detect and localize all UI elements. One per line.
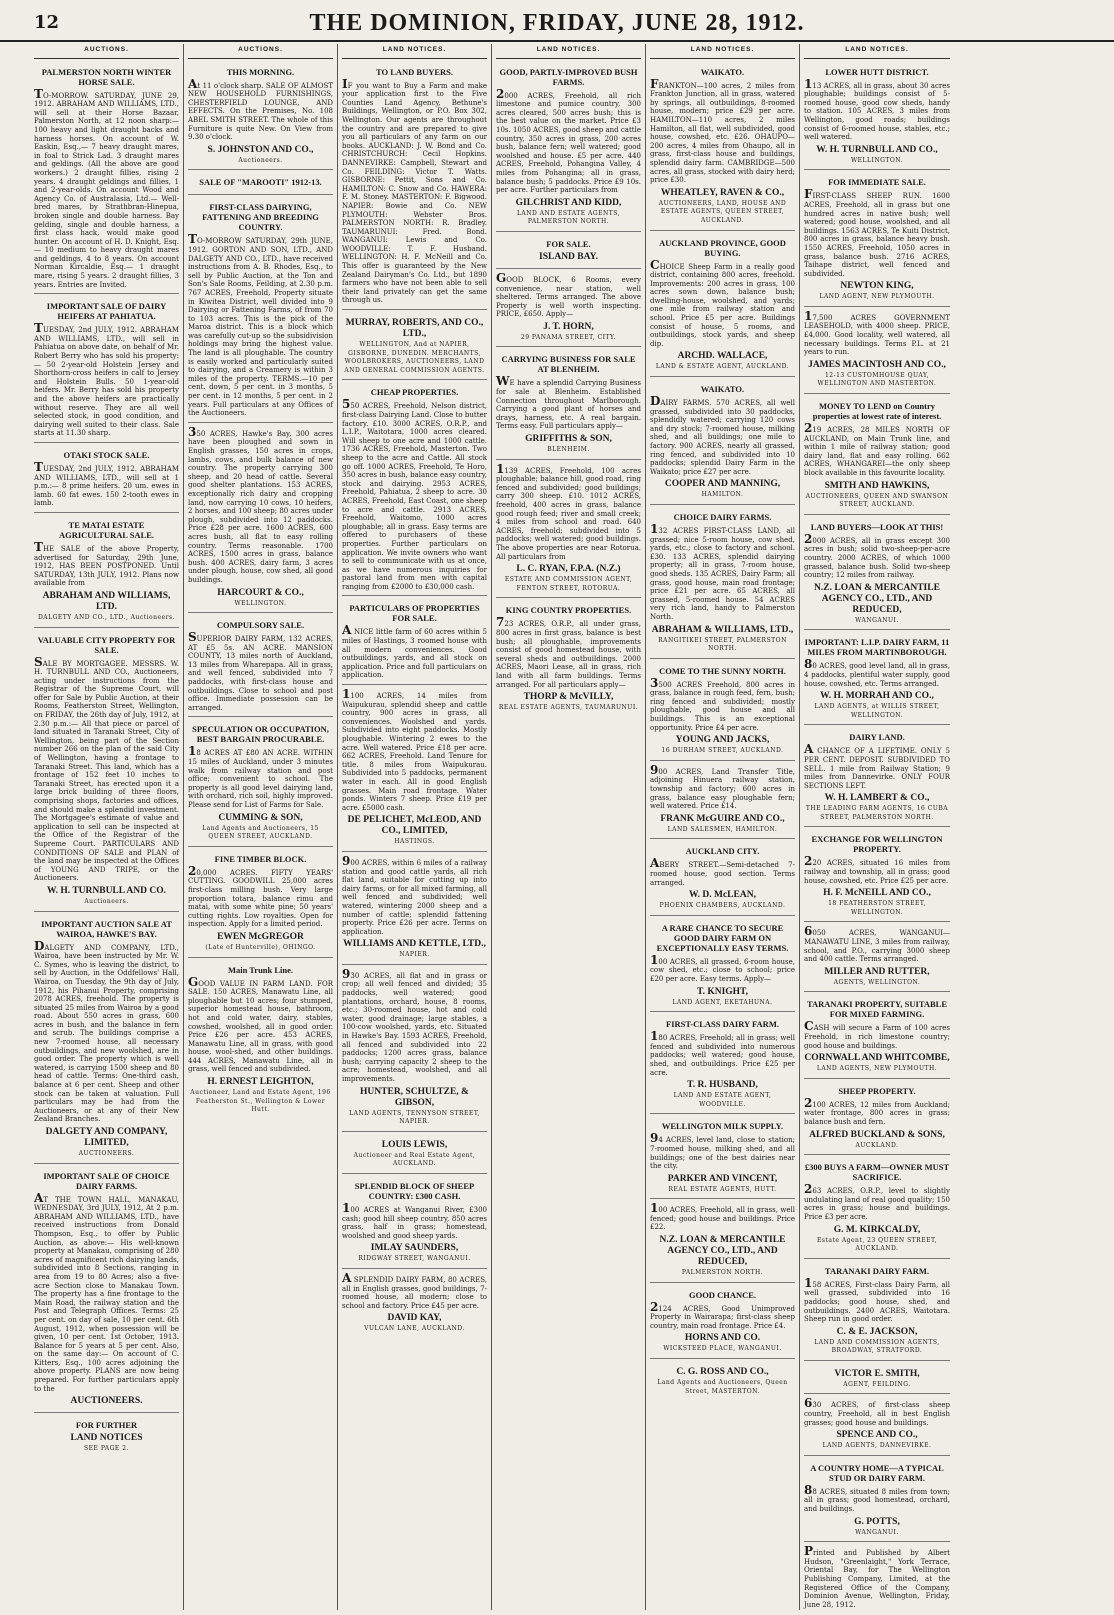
advertisement — [804, 1261, 950, 1361]
advertiser-address: LAND AGENTS, at WILLIS STREET, WELLINGTON. — [814, 703, 940, 719]
advertiser-name: PARKER AND VINCENT, — [667, 1173, 778, 1184]
ad-body: 263 ACRES, O.R.P., level to slightly undulating land of real good quality; 150 acres in grass; house and buildings. Price £3 per acre. — [804, 1182, 950, 1221]
advertiser-address: (Late of Hunterville), OHINGO. — [205, 943, 316, 951]
advertisement — [650, 1116, 795, 1199]
advertisement — [650, 379, 795, 505]
advertisement — [342, 967, 487, 1132]
ad-body: 88 ACRES, situated 8 miles from town; all in grass; good homestead, orchard, and buildings. — [804, 1482, 950, 1514]
ad-title: WELLINGTON MILK SUPPLY. — [661, 1121, 784, 1132]
advertiser-address: LAND SALESMEN, HAMILTON. — [667, 825, 778, 833]
advertiser-address: Land Agents and Auctioneers, 15 QUEEN STREET, AUCKLAND. — [202, 824, 319, 841]
column-heading: LAND NOTICES. — [342, 44, 487, 59]
column-heading: AUCTIONS. — [188, 44, 333, 59]
advertiser-name: NEWTON KING, — [840, 281, 914, 292]
ad-title: SALE OF "MAROOTI" 1912-13. — [199, 177, 322, 188]
advertiser-address: WANGANUI. — [855, 1528, 899, 1536]
ad-title: IMPORTANT AUCTION SALE AT WAIROA, HAWKE'S BAY. — [41, 918, 172, 939]
advertiser-address: LAND AGENT, NEW PLYMOUTH. — [819, 293, 935, 301]
advertiser-name: N.Z. LOAN & MERCANTILE AGENCY CO., LTD., AND REDUCED, — [814, 582, 940, 615]
advertiser-address: BLENHEIM. — [547, 446, 590, 454]
advertiser-address: 18 FEATHERSTON STREET, WELLINGTON. — [828, 900, 926, 916]
page-number: 12 — [34, 12, 60, 33]
advertiser-name: YOUNG AND JACKS, — [675, 735, 770, 746]
advertiser-address: LAND AND ESTATE AGENT, WOODVILLE. — [673, 1092, 772, 1108]
ad-body: 2100 ACRES, 12 miles from Auckland; water frontage, 800 acres in grass; balance bush and fern. — [804, 1095, 950, 1126]
advertisement — [804, 1396, 950, 1455]
ad-body: A NICE little farm of 60 acres within 5 miles of Hastings, 3 roomed house with all modern conveniences. Good outbuildings, yards, and all stock on application. Price and full particulars on application. — [342, 623, 487, 680]
advertisement — [188, 719, 333, 846]
ad-body: 100 ACRES, all grassed, 6-room house, cow shed, etc.; close to school; price £20 per acre. Easy terms. Apply— — [650, 952, 795, 983]
advertiser-address: LAND AND COMMISSION AGENTS, BROADWAY, STRATFORD. — [814, 1338, 940, 1355]
advertisement — [188, 849, 333, 958]
advertiser-address: Auctioneers. — [238, 156, 283, 164]
ad-title: GOOD CHANCE. — [688, 1289, 757, 1300]
ad-title: GOOD, PARTLY-IMPROVED BUSH FARMS. — [499, 66, 638, 87]
ad-body: 18 ACRES AT £80 AN ACRE. WITHIN 15 miles of Auckland, under 3 minutes walk from railway station and post office; convenient to school. The property is all good level dairying land, with orchard, rich soil, highly improved. Please send for List of Farms for Sale. — [188, 744, 333, 809]
advertisement — [804, 727, 950, 827]
advertisement — [650, 507, 795, 659]
advertiser-name: DALGETY AND COMPANY, LIMITED, — [45, 1127, 168, 1148]
advertiser-name: FRANK McGUIRE AND CO., — [660, 813, 785, 824]
advertiser-name: THORP & McVILLY, — [523, 692, 614, 703]
advertiser-name: W. H. LAMBERT & CO., — [824, 793, 930, 804]
advertisement — [650, 233, 795, 378]
column-heading: LAND NOTICES. — [804, 44, 950, 59]
advertiser-name: GILCHRIST AND KIDD, — [515, 197, 622, 208]
ad-body: 100 ACRES at Wanganui River, £300 cash; good hill sheep country, 850 acres grass, half in grass; homestead, woolshed and good sheep yards. — [342, 1200, 487, 1240]
advertiser-name: ARCHD. WALLACE, — [677, 351, 768, 362]
ad-body: FRANKTON—100 acres, 2 miles from Frankton Junction, all in grass, watered by springs, all outbuildings, 8-roomed house, modern; price £29 per acre. HAMILTON—110 acres, 2 miles Hamilton, all flat, well subdivided, good house, cowshed, etc. £26. OHAUPO—200 acres, 4 miles from Ohaupo, all in grass, first-class house and buildings, splendid dairy farm. CAMBRIDGE—500 acres, all grass, stocked with dairy herd; price £30. — [650, 76, 795, 185]
advertiser-name: GRIFFITHS & SON, — [525, 434, 612, 445]
columns — [30, 44, 1108, 1610]
ad-title: VALUABLE CITY PROPERTY FOR SALE. — [37, 634, 176, 655]
advertiser-address: AUCTIONEERS. — [78, 1150, 135, 1157]
advertiser-address: Land Agents and Auctioneers, Queen Street, MASTERTON. — [657, 1379, 788, 1395]
advertiser-name: MURRAY, ROBERTS, AND CO., LTD., — [345, 318, 484, 340]
ad-body: WE have a splendid Carrying Business for sale at Blenheim. Established Connection throughout Marlborough. Carrying a good plant of horses and drays, harness, etc. A real bargain. Terms easy. Full particulars apply— — [496, 374, 641, 431]
ad-title: COME TO THE SUNNY NORTH. — [659, 665, 786, 676]
ad-title: FOR FURTHER — [75, 1420, 138, 1431]
ad-body: TO-MORROW SATURDAY, 29th JUNE, 1912. GORTON AND SON, LTD., AND DALGETY AND CO., LTD., have received instructions from A. B. Rhodes, Esq., to sell by Public Auction, at the Ton and Son's Sale Rooms, Feilding, at 2.30 p.m. 767 ACRES, Freehold, Property situate in Kiwitea District, well divided into 9 Dairying or Fattening Farms, of from 70 to 103 acres. This is the pick of the Maroa district. This is a block which was carefully cut-up so the subsidivision holdings may bring the highest value. The land is all ploughable. The country is easily worked and particularly suited to dairying, and a Creamery is within 3 miles of the property. TERMS.—10 per cent. down, 5 per cent. in 3 months, 5 per cent. in 12 months, 5 per cent. in 2 years. Full particulars at any Offices of the Auctioneers. — [188, 232, 333, 418]
advertiser-name: T. R. HUSBAND, — [687, 1080, 758, 1091]
advertisement — [34, 445, 179, 513]
advertiser-address: Estate Agent, 23 QUEEN STREET, AUCKLAND. — [817, 1236, 937, 1253]
advertiser-name: SMITH AND HAWKINS, — [824, 480, 930, 491]
advertisement — [650, 1361, 795, 1400]
advertisement — [188, 172, 333, 195]
ad-title: CARRYING BUSINESS FOR SALE AT BLENHEIM. — [501, 354, 636, 375]
ad-body: TUESDAY, 2nd JULY, 1912. ABRAHAM AND WILLIAMS, LTD., will sell at 1 p.m.:— 8 prime heifers. 20 um. ewes in lamb. 60 fat ewes. 150 2-tooth ewes in lamb. — [34, 459, 179, 508]
advertiser-address: REAL ESTATE AGENTS, TAUMARUNUI. — [498, 704, 639, 712]
advertisement — [342, 687, 487, 852]
advertisement — [188, 197, 333, 422]
advertiser-name: SPENCE AND CO., — [836, 1430, 918, 1441]
advertiser-name: CORNWALL AND WHITCOMBE, — [804, 1053, 950, 1064]
advertiser-address: AGENT, FEILDING. — [843, 1380, 911, 1388]
advertiser-address: REAL ESTATE AGENTS, HUTT. — [668, 1185, 777, 1193]
advertisement — [650, 661, 795, 761]
advertisement — [804, 517, 950, 631]
ad-body: CASH will secure a Farm of 100 acres Freehold, in rich limestone country; good house and buildings. — [804, 1019, 950, 1050]
advertiser-name: DAVID KAY, — [387, 1313, 442, 1324]
advertisement — [34, 296, 179, 443]
ad-body: GOOD VALUE IN FARM LAND. FOR SALE. 150 ACRES, Manawatu Line, all ploughable but 10 acres; four stumped, superior homestead house, bathroom, hot and cold water, dairy, stables, cowshed, woolshed, all in good order. Price £26 per acre. 453 ACRES, Manawatu Line, all in grass, with good house, wool-shed, and other buildings. 444 ACRES, Manawatu Line, all in grass, well fenced and subdivided. — [188, 974, 333, 1074]
advertiser-name: LAND NOTICES — [70, 1433, 143, 1444]
column-heading: LAND NOTICES. — [496, 44, 641, 59]
advertiser-address: HASTINGS. — [394, 838, 435, 846]
advertisement — [188, 615, 333, 717]
advertiser-address: AUCTIONEERS, LAND, HOUSE AND ESTATE AGENTS, QUEEN STREET, AUCKLAND. — [658, 199, 787, 224]
ad-body: 2000 ACRES, all in grass except 300 acres in bush; solid two-sheep-per-acre country. 2000 ACRES, of which 1000 grassed, balance bush. Solid two-sheep country; 12 miles from railway. — [804, 531, 950, 580]
ad-body: SALE BY MORTGAGEE. MESSRS. W. H. TURNBULL AND CO., Auctioneers, acting under instructions from the Registrar of the Supreme Court, will offer for Sale by Public Auction, at their Rooms, Featherston Street, Wellington, on FRIDAY, the 26th day of July, 1912, at 2.30 p.m.:— All that piece or parcel of land situated in Taranaki Street, City of Wellington, being part of the Section number 266 on the plan of the said City of Wellington, having a frontage to Taranaki Street. This land, which has a frontage of 152 feet 10 inches to Taranaki Street, has erected upon it a large brick building of three floors, comprising shops, factories and offices, and should make a splendid investment. The Mortgagee's estimate of value and application to sell can be inspected at the Office of the Registrar of the Supreme Court. PARTICULARS AND CONDITIONS OF SALE and PLAN of the land may be inspected at the Offices of YOUNG AND TRIPE, or the Auctioneers. — [34, 654, 179, 883]
advertisement — [804, 829, 950, 922]
ad-body: TO-MORROW. SATURDAY, JUNE 29, 1912. ABRAHAM AND WILLIAMS, LTD., will sell at their Horse Bazaar, Palmerston North, at 12 noon sharp:— 100 heavy and light draught backs and harness horses. On account of W. Easkin, Esq.,— 7 heavy draught mares, in foal to Strick Lad. 3 draught mares and geldings. (All the above are good workers.) 2 draught fillies, rising 2 years. 4 draught geldings and fillies, 1 and 2-year-olds. On account Wood and Agency Co. of Australasia, Ltd.— Well-bred mares, by Strathbran-Hinepua, broken single and double harness. Bay gelding, single and double harness, a first class hack, would make good hunter. On account of H. D. Knight, Esq.— 10 medium to heavy draught mares and geldings, 4 to 8 years. On account Norman Kircaldie, Esq.— 1 draught mare, rising 5 years. 2 draught fillies, 3 years. Entries are Invited. — [34, 86, 179, 289]
ad-body: 6050 ACRES, WANGANUI—MANAWATU LINE, 3 miles from railway, school, and P.O., carrying 3000 sheep and 400 cattle. Terms arranged. — [804, 924, 950, 964]
ad-body: THE SALE of the above Property, advertised for Saturday, 29th June, 1912, HAS BEEN POSTPONED. Until SATURDAY, 13th JULY, 1912. Plans now available from — [34, 539, 179, 588]
ad-body: DAIRY FARMS. 570 ACRES, all well grassed, subdivided into 30 paddocks, splendidly watered; carrying 120 cows and dry stock; 7-roomed house, milking shed, and all buildings; one mile to factory. 900 ACRES, nearly all grassed, ring fenced, and subdivided into 10 paddocks; splendid Dairy Farm in the Waikato; price £27 per acre. — [650, 394, 795, 476]
advertisement — [496, 62, 641, 232]
advertiser-address: Auctioneers. — [84, 897, 129, 905]
ad-title: SPLENDID BLOCK OF SHEEP COUNTRY: £300 CASH. — [354, 1180, 475, 1201]
advertisement — [34, 62, 179, 295]
advertiser-address: LAND AGENTS, DANNEVIRKE. — [822, 1442, 932, 1450]
ad-title: AUCKLAND CITY. — [685, 846, 760, 857]
advertiser-name: ALFRED BUCKLAND & SONS, — [809, 1129, 945, 1140]
advertiser-address: DALGETY AND CO., LTD., Auctioneers. — [38, 613, 175, 621]
ad-title: OTAKI STOCK SALE. — [63, 449, 150, 460]
ad-body: A CHANCE OF A LIFETIME. ONLY 5 PER CENT. DEPOSIT. SUBDIVIDED TO SELL. 1 mile from Railway Station; 9 miles from Dannevirke. ONLY FOUR SECTIONS LEFT. — [804, 742, 950, 790]
ad-body: 80 ACRES, good level land, all in grass, 4 paddocks, plentiful water supply, good house, cowshed, etc. Terms arranged. — [804, 657, 950, 688]
advertiser-address: AUCTIONEERS, QUEEN AND SWANSON STREET, AUCKLAND. — [805, 492, 949, 509]
ad-title: FINE TIMBER BLOCK. — [214, 853, 307, 864]
advertisement — [650, 763, 795, 840]
advertisement — [804, 1157, 950, 1259]
advertiser-name: HUNTER, SCHULTZE, & GIBSON, — [360, 1086, 469, 1108]
advertisement — [34, 515, 179, 628]
ad-body: Printed and Published by Albert Hudson, "Greenlaight," York Terrace, Oriental Bay, for The Wellington Publishing Company, Limited, at the Registered Office of the Company, Dominion Avenue, Wellington, Friday, June 28, 1912. — [804, 1544, 950, 1609]
newspaper-title: THE DOMINION, FRIDAY, JUNE 28, 1912. — [309, 10, 805, 36]
ad-title: TARANAKI PROPERTY, SUITABLE FOR MIXED FARMING. — [806, 999, 948, 1020]
ad-body: TUESDAY, 2nd JULY, 1912. ABRAHAM AND WILLIAMS, LTD., will sell in Pahiatua on above date, on behalf of Mr. Robert Berry who has sold his property:— 50 2-year-old Holstein Jersey and Shorthorn-cross heifers in calf to Jersey and Holstein Bulls. 50 1-year-old heifers. Mr. Berry has sold his property and the above heifers are practically without reserve. They are all well selected stock, in good condition, and dairying well suited to their class. Sale starts at 11.30 sharp. — [34, 321, 179, 438]
advertisement — [650, 1201, 795, 1282]
advertiser-address: ESTATE AND COMMISSION AGENT, FENTON STREET, ROTORUA. — [504, 576, 633, 592]
ad-title: TO LAND BUYERS. — [375, 66, 454, 77]
ad-body: 219 ACRES, 28 MILES NORTH OF AUCKLAND, on Main Trunk line, and within 1 mile of railway station; good dairy land, flat and easy rolling. 662 ACRES, WHANGAREI—the only sheep block available in this favourite locality. — [804, 421, 950, 477]
advertiser-name: LOUIS LEWIS, — [381, 1139, 448, 1150]
advertiser-address: LAND AND ESTATE AGENTS, PALMERSTON NORTH. — [516, 209, 621, 226]
ad-title: A RARE CHANCE TO SECURE GOOD DAIRY FARM ON EXCEPTIONALLY EASY TERMS. — [656, 922, 789, 953]
ad-body: AT THE TOWN HALL, MANAKAU, WEDNESDAY, 3rd JULY, 1912, At 2 p.m. ABRAHAM AND WILLIAMS, LTD., have received instructions from Donald Thompson, Esq., to offer by Public Auction, as above:— His well-known property at Manakau, comprising of 280 acres of magnificent rich dairying lands, subdivided into 8 Sections, ranging in area from 19 to 80 Acres; also a five-acre Section close to Manakau Town. The property has a fine frontage to the Main Road, the railway station and the Post and Telegraph Offices. Terms: 25 per cent. on day of sale, 10 per cent. 6th August, 1912, when possession will be given, 10 per cent. 1st October, 1913. Balance for 5 years at 5 per cent. Also, on the same day:— On account of C. Kitters, Esq., 100 acres adjoining the above property. PLANS are now being prepared. For further particulars apply to the — [34, 1190, 179, 1393]
advertisement — [342, 598, 487, 685]
ad-body: 158 ACRES, First-class Dairy Farm, all well grassed, subdivided into 16 paddocks; good house, shed, and outbuildings. 2400 ACRES, Waitotara. Sheep run in good order. — [804, 1275, 950, 1324]
ad-body: 1100 ACRES, 14 miles from Waipukurau, splendid sheep and cattle country, 900 acres in grass, all conveniences. Woolshed and yards. Subdivided into eight paddocks. Mostly ploughable. Wintering 2 ewes to the acre. Well watered. Price £18 per acre. 662 ACRES, Freehold. Land Tenure for title. 8 miles from Waipukurau. Subdivided into 5 paddocks, permanent water in each. All in good English grasses. Main road frontage. Water ponds. Winters 7 sheep. Price £19 per acre. £5000 cash. — [342, 687, 487, 812]
ad-title: CHOICE DAIRY FARMS. — [673, 511, 772, 522]
advertiser-address: RIDGWAY STREET, WANGANUI. — [358, 1255, 471, 1263]
ad-body: 132 ACRES FIRST-CLASS LAND, all grassed; nice 5-room house, cow shed, yards, etc.; close to factory and school. £30. 133 ACRES, splendid dairying property; all in grass, 7-room house, good sheds. 135 ACRES, Dairy Farm; all grass, good house, main road frontage; price £21 per acre. 65 ACRES, all grassed, 5-roomed house. 54 ACRES very rich land, handy to Palmerston North. — [650, 521, 795, 621]
ad-title: IMPORTANT SALE OF CHOICE DAIRY FARMS. — [43, 1170, 170, 1191]
ad-title: TARANAKI DAIRY FARM. — [824, 1265, 930, 1276]
advertiser-name: J. T. HORN, — [543, 321, 594, 332]
advertiser-address: LAND AGENTS, NEW PLYMOUTH. — [816, 1065, 938, 1073]
advertisement — [804, 994, 950, 1078]
ad-body: IF you want to Buy a Farm and make your application first to the Five Counties Land Agency, Bethune's Buildings, Wellington, or P.O. Box 302, Wellington. Our agents are throughout the country and are prepared to give you all particulars of any farm on our books. AUCKLAND: J. W. Bond and Co. CHRISTCHURCH: Cecil Hopkins. DANNEVIRKE: Campbell, Stewart and Co. FEILDING: Victor T. Watts. GISBORNE: Pettit, Sons and Co. HAMILTON: C. Snow and Co. HAWERA: F. M. Stoney. MASTERTON: F. Bigwood. NAPIER: Bowie and Co. NEW PLYMOUTH: Webster Bros. PALMERSTON NORTH: R. Bradley. TAUMARUNUI: Fred. Bond. WANGANUI: Lewis and Co. WOODVILLE: T. F. Husband. WELLINGTON: H. F. McNeill and Co. This offer is guaranteed by the New Zealand Dairyman's Co. Ltd., but 1890 farmers who have not been able to sell their land privately can get the same through us. — [342, 76, 487, 305]
advertisement — [496, 271, 641, 348]
column-4 — [492, 44, 646, 1610]
masthead — [0, 0, 1114, 42]
ad-title: FOR SALE. — [546, 238, 591, 249]
advertisement — [342, 1271, 487, 1338]
ad-body: DALGETY AND COMPANY, LTD., Wairoa, have been instructed by Mr. W. C. Symes, who is leaving the district, to sell by Auction, in the Oddfellows' Hall, Wairoa, on Tuesday, the 9th day of July, 1912, his Pihanui Property, comprising 2078 ACRES, freehold. The property is situated 25 miles from Wairoa by a good road. About 550 acres in grass, 600 acres in bush, and the balance in fern and scrub. The buildings comprise a new 7-roomed house, all necessary outbuildings, and new woolshed, are in good order. The property which is well watered, is carrying 1500 sheep and 80 head of cattle. Terms: One-third cash, balance at 6 per cent. Sheep and other stock can be taken at valuation. Full particulars may be had from the Auctioneers, or at any of their New Zealand Branches. — [34, 938, 179, 1124]
advertisement — [342, 312, 487, 380]
advertisement — [34, 630, 179, 912]
advertisement — [804, 632, 950, 725]
advertiser-name: EWEN McGREGOR — [217, 931, 304, 942]
advertiser-name: L. C. RYAN, F.P.A. (N.Z.) — [516, 564, 621, 575]
advertiser-address: AUCKLAND. — [855, 1141, 899, 1149]
advertiser-address: RANGITIKEI STREET, PALMERSTON NORTH. — [658, 636, 787, 653]
advertisement — [496, 234, 641, 269]
advertiser-name: WHEATLEY, RAVEN & CO., — [660, 187, 785, 198]
advertisement — [650, 1285, 795, 1359]
advertiser-name: T. KNIGHT, — [696, 986, 749, 997]
advertiser-name: G. M. KIRKCALDY, — [833, 1224, 921, 1235]
column-2 — [184, 44, 338, 1610]
advertisement — [188, 960, 333, 1119]
advertisement — [342, 1176, 487, 1269]
ad-body: 100 ACRES, Freehold, all in grass, well fenced; good house and buildings. Price £22. — [650, 1201, 795, 1232]
ad-title: FOR IMMEDIATE SALE. — [828, 177, 926, 188]
advertiser-address: LAND AGENT, EKETAHUNA. — [672, 998, 773, 1006]
column-5 — [646, 44, 800, 1610]
ad-body: SUPERIOR DAIRY FARM, 132 ACRES, AT £5 5s. AN ACRE. MANSION COUNTY, 13 miles north of Auckland, 13 miles from Wharepapa. All in grass, and well fenced, subdivided into 7 paddocks, with first-class house and outbuildings. Close to school and post office. Immediate possession can be arranged. — [188, 630, 333, 712]
column-6 — [800, 44, 954, 1610]
ad-body: 930 ACRES, all flat and in grass or crop; all well fenced and divided; 35 paddocks, well watered; good plantations, orchard, house, 8 rooms, etc.; 30-roomed house, hot and cold water, good drainage; large stables, a 100-cow woolshed, yards, etc. Situated in Hawke's Bay. 1593 ACRES, Freehold, all fenced and subdivided into 22 paddocks; 1200 acres grass, balance bush; carrying capacity 2 sheep to the acre; homestead, woolshed, and all improvements. — [342, 966, 487, 1083]
advertisement — [188, 425, 333, 613]
ad-body: 220 ACRES, situated 16 miles from railway and township, all in grass; good house, cowshed, etc. Price £25 per acre. — [804, 854, 950, 885]
advertiser-name: C. & E. JACKSON, — [836, 1326, 918, 1337]
advertiser-address: WANGANUI. — [855, 616, 899, 624]
advertiser-address: 29 PANAMA STREET, CITY. — [520, 333, 617, 341]
ad-body: 94 ACRES, level land, close to station; 7-roomed house, milking shed, and all buildings; one of the best dairies near the city. — [650, 1131, 795, 1171]
advertiser-address: SEE PAGE 2. — [84, 1445, 129, 1453]
advertiser-address: Auctioneer, Land and Estate Agent, 196 Featherston St., Wellington & Lower Hutt. — [190, 1089, 331, 1114]
ad-title: SHEEP PROPERTY. — [838, 1085, 916, 1096]
advertisement — [804, 1363, 950, 1395]
ad-body: 2124 ACRES, Good Unimproved Property in Wairarapa; first-class sheep country, main road frontage. Price £4. — [650, 1299, 795, 1330]
advertisement — [650, 62, 795, 231]
advertiser-address: PHOENIX CHAMBERS, AUCKLAND. — [659, 902, 786, 910]
ad-body: 113 ACRES, all in grass, about 30 acres ploughable; buildings consist of 5-roomed house, good cow sheds, handy to station. 105 ACRES, 3 miles from Wellington, good roads; buildings consist of 6-roomed house, stables, etc.; well watered. — [804, 76, 950, 142]
ad-title: FIRST-CLASS DAIRY FARM. — [666, 1019, 779, 1030]
advertiser-name: ABRAHAM AND WILLIAMS, LTD. — [42, 590, 171, 612]
ad-body: 17,500 ACRES GOVERNMENT LEASEHOLD, with 4000 sheep. PRICE, £4,000. Good locality, well watered, all necessary buildings. Terms P.L. at 21 years to run. — [804, 308, 950, 357]
ad-body: 20,000 ACRES. FIFTY YEARS' CUTTING. GOODWILL 25,000 acres first-class milling bush. Very large proportion totara, balance rimu and matai, with some white pine; 50 years' cutting rights. Low royalties. Open for inspection. Apply for a limited period. — [188, 863, 333, 929]
advertisement — [804, 396, 950, 515]
ad-title: £300 BUYS A FARM—OWNER MUST SACRIFICE. — [804, 1162, 950, 1183]
advertiser-name: H. F. McNEILL AND CO., — [823, 888, 931, 899]
ad-title: AUCKLAND PROVINCE, GOOD BUYING. — [659, 237, 786, 258]
advertiser-name: JAMES MACINTOSH AND CO., — [808, 359, 946, 370]
advertisement — [342, 62, 487, 310]
advertiser-address: PALMERSTON NORTH. — [681, 1269, 764, 1277]
ad-title: THIS MORNING. — [226, 66, 295, 77]
advertiser-address: NAPIER. — [399, 951, 430, 959]
advertiser-name: ABRAHAM & WILLIAMS, LTD., — [651, 624, 794, 635]
advertiser-address: WELLINGTON. — [234, 599, 287, 607]
advertiser-name: COOPER AND MANNING, — [664, 479, 781, 490]
ad-title: COMPULSORY SALE. — [216, 620, 305, 631]
ad-title: CHEAP PROPERTIES. — [370, 387, 459, 398]
ad-body: At 11 o'clock sharp. SALE OF ALMOST NEW HOUSEHOLD FURNISHINGS, CHESTERFIELD LOUNGE, AND EFFECTS. On the Premises, No. 108 ABEL SMITH STREET. The whole of this Furniture is quite New. On View from 9.30 o'clock. — [188, 76, 333, 142]
advertiser-address: LAND & ESTATE AGENT, AUCKLAND. — [655, 363, 790, 371]
advertiser-name: H. ERNEST LEIGHTON, — [207, 1077, 314, 1088]
advertisement — [34, 1166, 179, 1414]
column-heading: LAND NOTICES. — [650, 44, 795, 59]
advertiser-name: VICTOR E. SMITH, — [834, 1368, 920, 1379]
advertisement — [804, 172, 950, 307]
advertisement — [650, 918, 795, 1012]
column-heading: AUCTIONS. — [34, 44, 179, 59]
ad-body: 1139 ACRES, Freehold, 100 acres ploughable; balance hill, good road, ring fenced and subdivided; good buildings; carry 300 sheep. £10. 1012 ACRES, freehold, 400 acres in grass, balance good rough feed; river and small creek; 4 miles from school and road. 640 ACRES, freehold; subdivided into 5 paddocks; well watered; good buildings. The above properties are near Rotorua. All particulars from — [496, 461, 641, 561]
advertiser-name: DE PELICHET, McLEOD, AND CO., LIMITED, — [347, 815, 482, 837]
ad-title: PALMERSTON NORTH WINTER HORSE SALE. — [41, 66, 172, 87]
ad-body: CHOICE Sheep Farm in a really good district, containing 800 acres, freehold. Improvements: 200 acres in grass, 100 acres sown down, balance bush; dwelling-house, woolshed, and yards; one mile from railway station and school. Price £5 per acre. Buildings consist of house, 5 rooms, and outbuildings, stock yards, and sheep dip. — [650, 257, 795, 348]
advertiser-address: HAMILTON. — [701, 491, 744, 499]
advertisement — [34, 1415, 179, 1458]
advertiser-address: VULCAN LANE, AUCKLAND. — [364, 1325, 465, 1333]
ad-body: ABERY STREET.—Semi-detached 7-roomed house, good section. Terms arranged. — [650, 856, 795, 887]
ad-body: 900 ACRES, Land Transfer Title, adjoining Hinuera railway station, township and factory; 600 acres in grass, balance easy ploughable fern; well watered. Price £14. — [650, 762, 795, 811]
ad-title: WAIKATO. — [700, 384, 745, 395]
advertiser-address: 16 DURHAM STREET, AUCKLAND. — [661, 747, 784, 755]
ad-title: LAND BUYERS—LOOK AT THIS! — [810, 521, 944, 532]
ad-body: GOOD BLOCK, 6 Rooms, every convenience, near station, well sheltered. Terms arranged. The above Property is well worth inspecting. PRICE, £650. Apply— — [496, 270, 641, 319]
advertisement — [342, 382, 487, 596]
advertiser-name: CUMMING & SON, — [218, 812, 303, 823]
advertisement — [804, 1458, 950, 1542]
advertisement — [804, 1081, 950, 1155]
ad-title: SPECULATION OR OCCUPATION, BEST BARGAIN PROCURABLE. — [192, 724, 329, 745]
ad-title: EXCHANGE FOR WELLINGTON PROPERTY. — [811, 834, 943, 855]
advertisement — [496, 349, 641, 459]
advertisement — [804, 1544, 950, 1610]
advertiser-name: ISLAND BAY. — [539, 251, 598, 262]
advertiser-name: W. H. MORRAH AND CO., — [820, 691, 934, 702]
advertisement — [496, 600, 641, 716]
ad-title: FIRST-CLASS DAIRYING, FATTENING AND BREEDING COUNTRY. — [202, 202, 319, 233]
advertiser-name: W. D. McLEAN, — [689, 890, 756, 901]
ad-title: IMPORTANT SALE OF DAIRY HEIFERS AT PAHIATUA. — [46, 301, 167, 322]
advertiser-address: WICKSTEED PLACE, WANGANUI. — [663, 1345, 782, 1353]
ad-body: 350 ACRES, Hawke's Bay, 300 acres have been ploughed and sown in English grasses, 150 acres in crops, lambs, cows, and bulk balance of new country. The property carrying 300 sheep, and 20 head of cattle. Several good shelter plantations. 153 ACRES, exceptionally rich dairy and cropping land, now carrying 10 cows, 10 heifers, 2 horses, and 100 sheep; 80 acres under plough, subdivided into 12 paddocks. Price £28 per acre. 1600 ACRES, 600 acres bush, all flat to easy rolling country. Terms reasonable. 1700 ACRES, 1500 acres in grass, balance bush. 400 ACRES, dairy farm, 3 acres under plough, house, cow shed, all good buildings. — [188, 424, 333, 584]
advertiser-address: Auctioneer and Real Estate Agent, AUCKLAND. — [353, 1151, 476, 1168]
ad-body: A SPLENDID DAIRY FARM, 80 ACRES, all in English grasses, good buildings, 7-roomed house, all modern; close to school and factory. Price £45 per acre. — [342, 1270, 487, 1310]
advertiser-name: N.Z. LOAN & MERCANTILE AGENCY CO., LTD., AND REDUCED, — [659, 1235, 786, 1268]
ad-body: FIRST-CLASS SHEEP RUN. 1600 ACRES, Freehold, all in grass but one hundred acres in native bush; well watered; good house, woolshed, and all buildings. 1563 ACRES, Te Kuiti District, 800 acres in grass, balance heavy bush. 1550 ACRES, Freehold, 1050 acres in grass, balance bush. 2716 ACRES, Taihape district, well fenced and subdivided. — [804, 187, 950, 278]
advertisement — [804, 924, 950, 992]
ad-body: 2000 ACRES, Freehold, all rich limestone and pumice country, 300 acres cleared, 500 acres bush; this is the best value on the market. Price £3 10s. 1050 ACRES, good sheep and cattle country, 350 acres in grass, 200 acres bush, balance fern; well watered; good woolshed and house. £5 per acre. 440 ACRES, Freehold, Pohangina Valley, 4 miles from Pohangina; all in grass, balance bush; 5 paddocks. Price £9 10s. per acre. Further particulars from — [496, 86, 641, 195]
advertiser-address: WELLINGTON. — [850, 156, 904, 164]
advertiser-name: W. H. TURNBULL AND CO. — [46, 885, 167, 896]
advertiser-address: 12-13 CUSTOMHOUSE QUAY, WELLINGTON AND MASTERTON. — [817, 371, 937, 388]
advertisement — [342, 854, 487, 965]
advertiser-name: AUCTIONEERS. — [70, 1396, 143, 1407]
advertiser-address: LAND AGENTS, TENNYSON STREET, NAPIER. — [349, 1109, 480, 1126]
ad-title: LOWER HUTT DISTRICT. — [825, 66, 929, 77]
advertiser-name: MILLER AND RUTTER, — [824, 966, 930, 977]
ad-title: WAIKATO. — [700, 66, 745, 77]
advertiser-name: HORNS AND CO. — [684, 1333, 761, 1344]
advertiser-name: S. JOHNSTON AND CO., — [207, 144, 314, 155]
ad-body: 3500 ACRES Freehold, 800 acres in grass, balance in rough feed, fern, bush; ring fenced and subdivided; mostly ploughable, good house and all buildings. This is an exceptional opportunity. Price £4 per acre. — [650, 675, 795, 732]
advertiser-name: C. G. ROSS AND CO., — [676, 1367, 769, 1378]
ad-title: PARTICULARS OF PROPERTIES FOR SALE. — [349, 603, 480, 624]
advertisement — [650, 841, 795, 915]
advertiser-address: THE LEADING FARM AGENTS, 16 CUBA STREET, PALMERSTON NORTH. — [805, 805, 949, 821]
advertisement — [804, 309, 950, 394]
advertisement — [496, 462, 641, 599]
ad-body: 180 ACRES, Freehold; all in grass; well fenced and subdivided into numerous paddocks; well watered; good house, shed, and outbuildings. Price £25 per acre. — [650, 1029, 795, 1077]
ad-title: TE MATAI ESTATE AGRICULTURAL SALE. — [58, 519, 155, 540]
ad-body: 630 ACRES, of first-class sheep country, Freehold, all in best English grasses; good house and buildings. — [804, 1396, 950, 1427]
ad-title: KING COUNTRY PROPERTIES. — [505, 605, 632, 616]
ad-title: DAIRY LAND. — [849, 732, 905, 743]
advertisement — [804, 62, 950, 171]
ad-body: 900 ACRES, within 6 miles of a railway station and good cattle yards, all rich flat land, suitable for cutting up into dairy farms, or for all mixed farming, all well fenced and subdivided; well watered, wintering 2000 sheep and a number of cattle; splendid fattening property. Price £26 per acre. Terms on application. — [342, 853, 487, 936]
advertisement — [650, 1014, 795, 1114]
advertisement — [188, 62, 333, 171]
advertisement — [342, 1134, 487, 1174]
advertiser-name: G. POTTS, — [854, 1516, 900, 1527]
advertiser-address: AGENTS, WELLINGTON. — [833, 978, 921, 986]
column-1 — [30, 44, 184, 1610]
advertisement — [34, 914, 179, 1164]
ad-title: A COUNTRY HOME—A TYPICAL STUD OR DAIRY FARM. — [810, 1462, 944, 1483]
column-3 — [338, 44, 492, 1610]
ad-title: MONEY TO LEND on Country properties at lowest rate of interest. — [812, 401, 942, 422]
ad-body: 723 ACRES, O.R.P., all under grass, 800 acres in first grass, balance is best bush; all ploughable, improvements consist of good homestead house, with several sheds and outbuildings. 2000 ACRES, Maori Lease, all in grass, rich land with all farm buildings. Terms arranged. For all particulars apply— — [496, 615, 641, 689]
advertiser-address: WELLINGTON, And at NAPIER, GISBORNE, DUNEDIN. MERCHANTS, WOOLBROKERS, AUCTIONEERS, LAND AND GENERAL COMMISSION AGENTS. — [344, 341, 485, 374]
ad-body: 550 ACRES, Freehold, Nelson district, first-class Dairying Land. Close to butter factory. £10. 3000 ACRES, O.R.P., and L.I.P., Waitotara, 1000 acres cleared. Will sheep to one acre and 1000 cattle. 1736 ACRES, Freehold, Masterton. Two sheep to the acre and Cattle. All stock go off. 1000 ACRES, Freehold, Te Horo, 350 acres in bush, balance easy country, stock and dairying. 2953 ACRES, Freehold, Pahiatua, 2 sheep to acre. 30 ACRES, Freehold, East Coast, one sheep to acre and cattle. 2913 ACRES, Freehold, Waitomo, 1000 acres ploughable; all in grass. Easy terms are offered to purchasers of these properties. Further particulars on application. We invite owners who want to sell to communicate with us at once, as we have numerous inquiries for pastoral land from men with capital ranging from £2000 to £30,000 cash. — [342, 397, 487, 591]
advertiser-name: WILLIAMS AND KETTLE, LTD., — [343, 939, 486, 950]
ad-title: IMPORTANT: L.I.P. DAIRY FARM, 11 MILES FROM MARTINBOROUGH. — [804, 637, 950, 658]
advertiser-name: W. H. TURNBULL AND CO., — [816, 144, 938, 155]
ad-title: Main Trunk Line. — [227, 964, 294, 975]
advertiser-name: HARCOURT & CO., — [217, 587, 304, 598]
advertiser-name: IMLAY SAUNDERS, — [370, 1243, 459, 1254]
